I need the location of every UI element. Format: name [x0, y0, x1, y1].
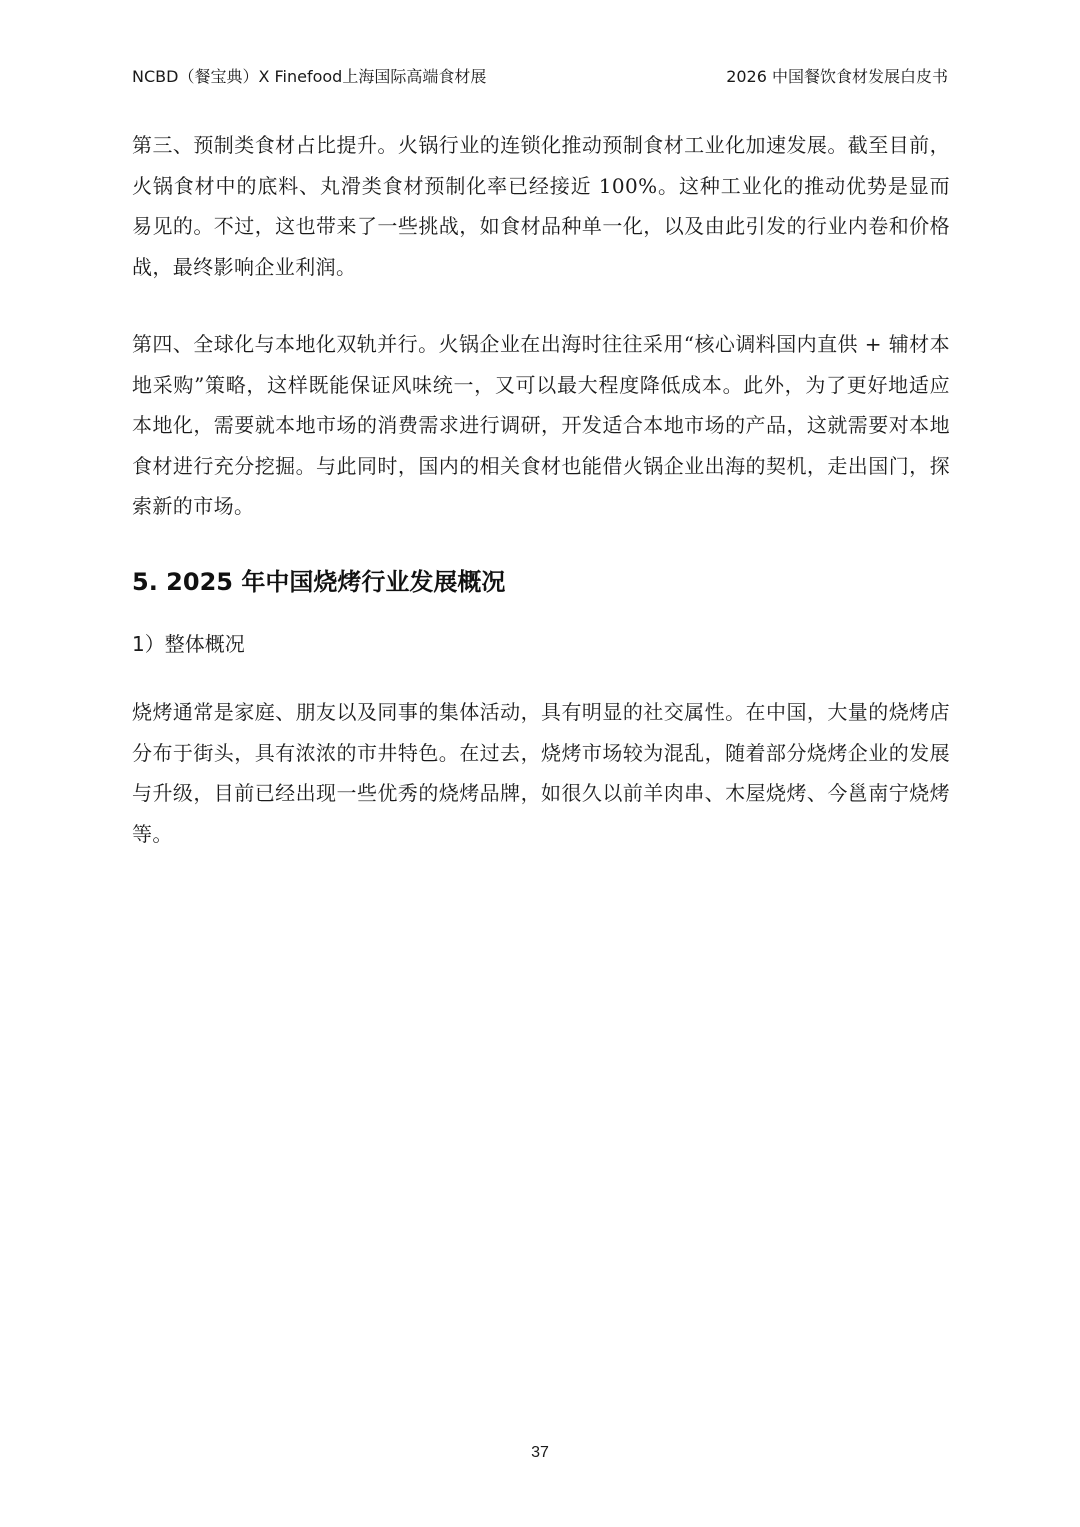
paragraph-third-point: 第三、预制类食材占比提升。火锅行业的连锁化推动预制食材工业化加速发展。截至目前，火锅食材中的底料、丸滑类食材预制化率已经接近 100%。这种工业化的推动优势是显而易见的。不过，这也带来了一些挑战，如食材品种单一化，以及由此引发的行业内卷和价格战，最终影响企业利润。 — [132, 133, 950, 279]
section-heading: 5. 2025 年中国烧烤行业发展概况 — [132, 568, 506, 596]
page-number: 37 — [531, 1444, 549, 1461]
paragraph-fourth-point: 第四、全球化与本地化双轨并行。火锅企业在出海时往往采用“核心调料国内直供 + 辅材本地采购”策略，这样既能保证风味统一，又可以最大程度降低成本。此外，为了更好地适应本地化，需要就本地市场的消费需求进行调研，开发适合本地市场的产品，这就需要对本地食材进行充分挖掘。与此同时，国内的相关食材也能借火锅企业出海的契机，走出国门，探索新的市场。 — [132, 332, 950, 518]
paragraph-bbq-overview: 烧烤通常是家庭、朋友以及同事的集体活动，具有明显的社交属性。在中国，大量的烧烤店分布于街头，具有浓浓的市井特色。在过去，烧烤市场较为混乱，随着部分烧烤企业的发展与升级，目前已经出现一些优秀的烧烤品牌，如很久以前羊肉串、木屋烧烤、今邕南宁烧烤等。 — [132, 700, 950, 846]
header-right-text: 2026 中国餐饮食材发展白皮书 — [726, 67, 948, 86]
header-left-text: NCBD（餐宝典）X Finefood上海国际高端食材展 — [132, 67, 487, 86]
subsection-heading: 1）整体概况 — [132, 632, 245, 656]
